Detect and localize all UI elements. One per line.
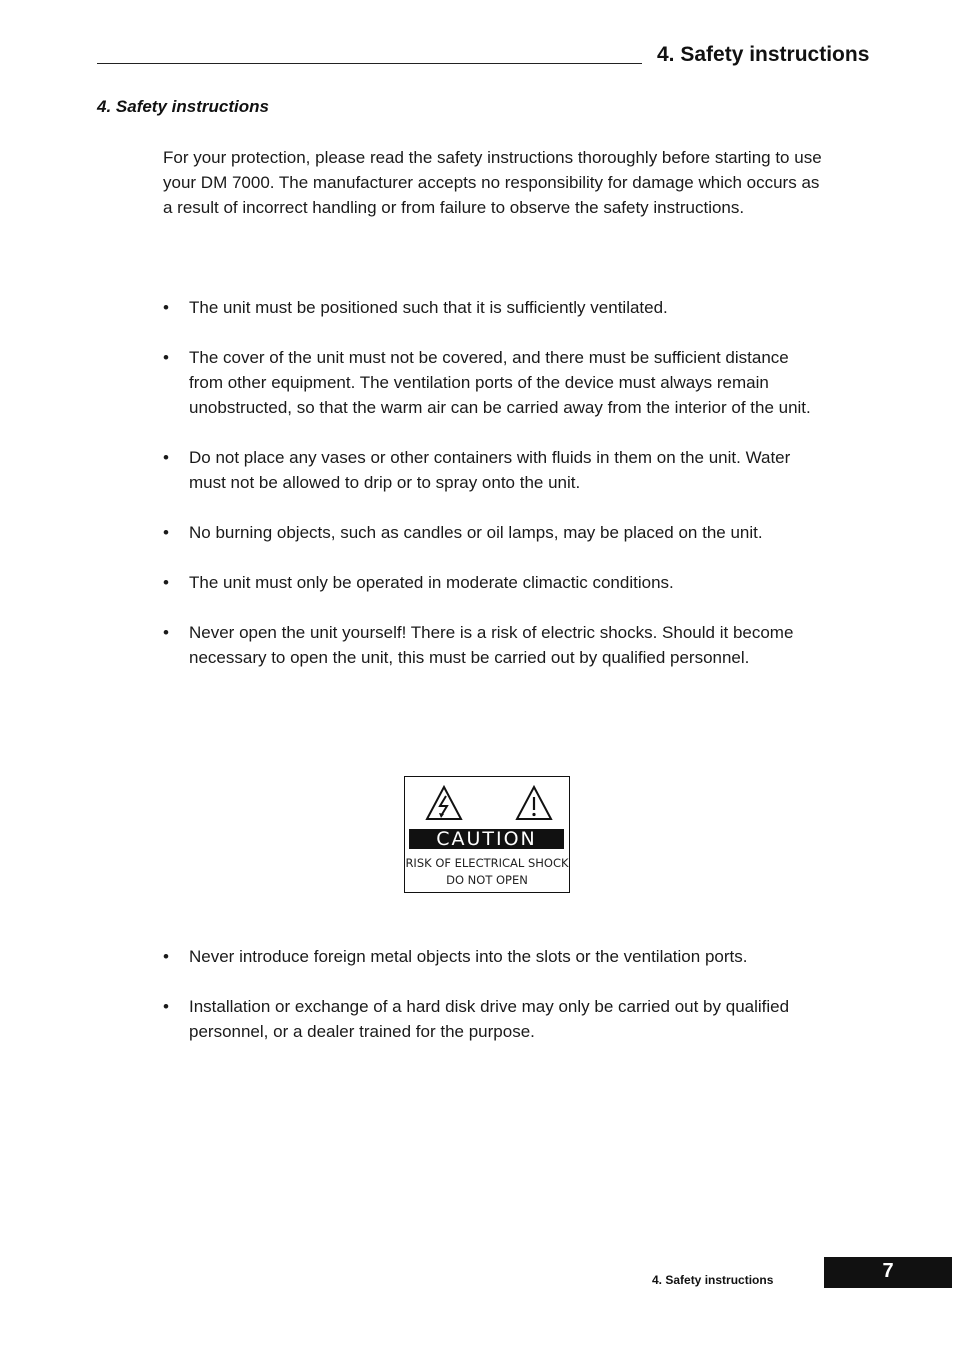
exclamation-warning-icon: [515, 785, 553, 821]
list-item-text: No burning objects, such as candles or oil lamps, may be placed on the unit.: [189, 523, 763, 542]
page-number: 7: [824, 1257, 952, 1288]
bullet-icon: •: [163, 947, 169, 966]
caution-sign: [404, 776, 570, 893]
bullet-icon: •: [163, 623, 169, 642]
list-item: [163, 295, 823, 320]
caution-warning-text: DO NOT OPEN: [446, 873, 528, 887]
lightning-warning-icon: [425, 785, 463, 821]
list-item: [163, 620, 823, 670]
list-item-text: The unit must be positioned such that it is sufficiently ventilated.: [189, 298, 668, 317]
bullet-icon: •: [163, 997, 169, 1016]
list-item: [163, 944, 823, 969]
safety-list-2: [163, 944, 823, 1069]
section-heading: 4. Safety instructions: [97, 97, 269, 116]
header-rule: [97, 63, 642, 64]
footer-section-label: 4. Safety instructions: [652, 1273, 774, 1287]
list-item: [163, 570, 823, 595]
list-item-text: The unit must only be operated in moderate climactic conditions.: [189, 573, 674, 592]
bullet-icon: •: [163, 348, 169, 367]
caution-warning-text: RISK OF ELECTRICAL SHOCK: [405, 856, 569, 870]
list-item-text: The cover of the unit must not be covered, and there must be sufficient distance from other equipment. The ventilation ports of the device must always remain unobstructed, so that the warm air can be carried away from the interior of the unit.: [189, 348, 811, 417]
bullet-icon: •: [163, 298, 169, 317]
list-item: [163, 994, 823, 1044]
page-header-title: 4. Safety instructions: [657, 43, 870, 66]
bullet-icon: •: [163, 573, 169, 592]
list-item: [163, 520, 823, 545]
list-item-text: Do not place any vases or other containers with fluids in them on the unit. Water must not be allowed to drip or to spray onto the unit.: [189, 448, 791, 492]
caution-banner: CAUTION: [409, 829, 564, 849]
bullet-icon: •: [163, 448, 169, 467]
safety-list-1: [163, 295, 823, 695]
bullet-icon: •: [163, 523, 169, 542]
list-item-text: Never open the unit yourself! There is a risk of electric shocks. Should it become necessary to open the unit, this must be carried out by qualified personnel.: [189, 623, 794, 667]
list-item: [163, 345, 823, 420]
caution-icons: [405, 785, 569, 823]
intro-paragraph: For your protection, please read the safety instructions thoroughly before starting to use your DM 7000. The manufacturer accepts no responsibility for damage which occurs as a result of incorrect handling or from failure to observe the safety instructions.: [163, 148, 822, 217]
list-item-text: Never introduce foreign metal objects into the slots or the ventilation ports.: [189, 947, 748, 966]
list-item-text: Installation or exchange of a hard disk drive may only be carried out by qualified personnel, or a dealer trained for the purpose.: [189, 997, 790, 1041]
list-item: [163, 445, 823, 495]
